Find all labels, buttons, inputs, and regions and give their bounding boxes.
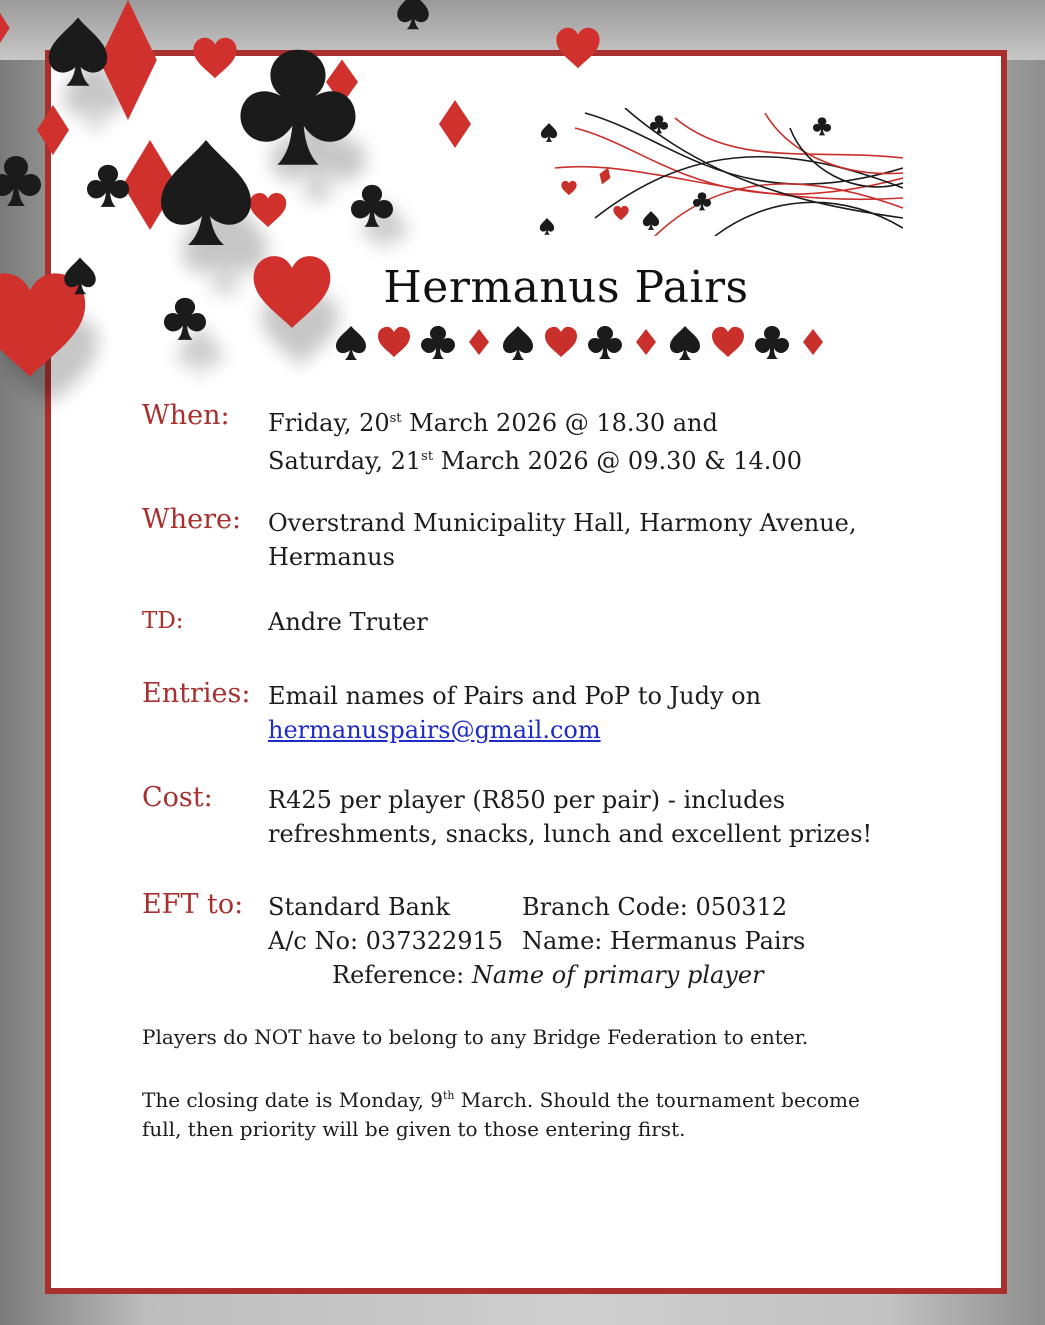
diamond-icon xyxy=(469,329,489,355)
eft-account-name: Name: Hermanus Pairs xyxy=(522,927,806,955)
when-label: When: xyxy=(142,400,230,431)
federation-note: Players do NOT have to belong to any Bridge Federation to enter. xyxy=(142,1025,809,1049)
club-icon xyxy=(588,326,622,359)
where-line-1: Overstrand Municipality Hall, Harmony Avenue, xyxy=(268,509,857,537)
where-label: Where: xyxy=(142,504,242,535)
entries-line-1: Email names of Pairs and PoP to Judy on xyxy=(268,682,762,710)
closing-line-2: full, then priority will be given to those entering first. xyxy=(142,1117,686,1141)
eft-bank: Standard Bank xyxy=(268,893,450,921)
heart-icon xyxy=(712,327,744,357)
diamond-icon xyxy=(803,329,823,355)
entries-label: Entries: xyxy=(142,678,251,709)
eft-label: EFT to: xyxy=(142,889,244,920)
cost-line-1: R425 per player (R850 per pair) - includes xyxy=(268,786,786,814)
cost-line-2: refreshments, snacks, lunch and excellent prizes! xyxy=(268,820,873,848)
cost-label: Cost: xyxy=(142,782,213,813)
club-icon xyxy=(421,326,455,359)
when-value xyxy=(268,402,948,478)
td-label: TD: xyxy=(142,608,184,634)
entries-value xyxy=(268,679,948,747)
club-icon xyxy=(755,326,789,359)
page-title: Hermanus Pairs xyxy=(383,262,749,313)
email-link[interactable]: hermanuspairs@gmail.com xyxy=(268,716,601,744)
swirl-ribbon-decoration xyxy=(535,108,903,236)
when-line-1: Friday, 20st March 2026 @ 18.30 and xyxy=(268,409,718,437)
closing-line-1: The closing date is Monday, 9th March. Should the tournament become xyxy=(142,1088,860,1112)
spade-icon xyxy=(503,326,533,360)
eft-account-number: A/c No: 037322915 xyxy=(268,927,504,955)
closing-note xyxy=(142,1081,942,1144)
eft-reference: Reference: Name of primary player xyxy=(332,961,764,989)
where-line-2: Hermanus xyxy=(268,543,395,571)
td-value: Andre Truter xyxy=(268,608,428,636)
when-line-2: Saturday, 21st March 2026 @ 09.30 & 14.00 xyxy=(268,447,802,475)
eft-branch-code: Branch Code: 050312 xyxy=(522,893,788,921)
suit-row-decoration xyxy=(333,324,833,360)
where-value xyxy=(268,506,948,574)
diamond-icon xyxy=(636,329,656,355)
spade-icon xyxy=(336,326,366,360)
eft-value xyxy=(268,890,948,1000)
cost-value xyxy=(268,783,948,851)
spade-icon xyxy=(670,326,700,360)
heart-icon xyxy=(545,327,577,357)
heart-icon xyxy=(378,327,410,357)
